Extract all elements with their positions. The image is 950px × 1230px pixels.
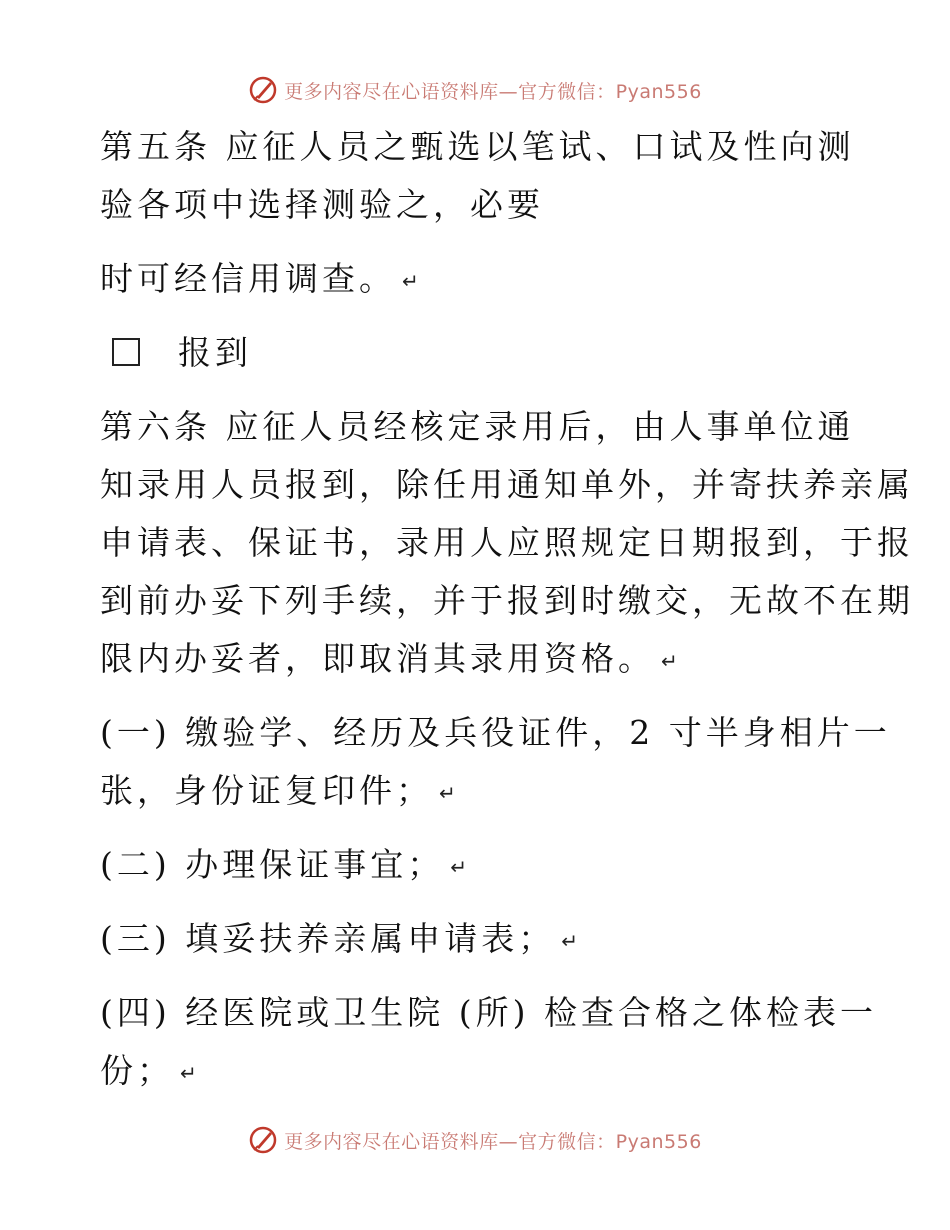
article6-line1: 第六条 应征人员经核定录用后，由人事单位通 [100, 407, 855, 446]
paragraph-mark: ↵ [561, 929, 579, 953]
item1-line2: 张，身份证复印件； ↵ [100, 771, 456, 810]
article6-line2: 知录用人员报到，除任用通知单外，并寄扶养亲属 [100, 465, 914, 504]
article5-line3: 时可经信用调查。 ↵ [100, 259, 419, 298]
article6-line5: 限内办妥者，即取消其录用资格。 ↵ [100, 639, 678, 678]
quill-pen-logo-icon [248, 1125, 278, 1155]
item4-line1: (四) 经医院或卫生院 (所) 检查合格之体检表一 [100, 993, 877, 1032]
article6-line4: 到前办妥下列手续，并于报到时缴交，无故不在期 [100, 581, 914, 620]
item3: (三) 填妥扶养亲属申请表； ↵ [100, 919, 579, 958]
header-banner-text: 更多内容尽在心语资料库—官方微信：Pyan556 [284, 80, 702, 103]
footer-wechat-id: Pyan556 [615, 1130, 702, 1153]
empty-square-icon [112, 338, 140, 366]
section-heading [112, 333, 252, 373]
article5-line1: 第五条 应征人员之甄选以笔试、口试及性向测 [100, 127, 855, 166]
paragraph-mark: ↵ [661, 649, 678, 673]
footer-banner-text: 更多内容尽在心语资料库—官方微信：Pyan556 [284, 1130, 702, 1153]
paragraph-mark: ↵ [180, 1061, 197, 1085]
paragraph-mark: ↵ [450, 855, 468, 879]
header-wechat-id: Pyan556 [615, 80, 702, 103]
item2: (二) 办理保证事宜； ↵ [100, 845, 468, 884]
paragraph-mark: ↵ [439, 781, 456, 805]
item4-line2: 份； ↵ [100, 1051, 197, 1090]
section-title: 报到 [178, 333, 252, 372]
article5-line2: 验各项中选择测验之，必要 [100, 185, 544, 224]
footer-banner [0, 1120, 950, 1160]
article6-line3: 申请表、保证书，录用人应照规定日期报到，于报 [100, 523, 914, 562]
item1-line1: (一) 缴验学、经历及兵役证件，2 寸半身相片一 [100, 713, 891, 752]
paragraph-mark: ↵ [402, 269, 419, 293]
